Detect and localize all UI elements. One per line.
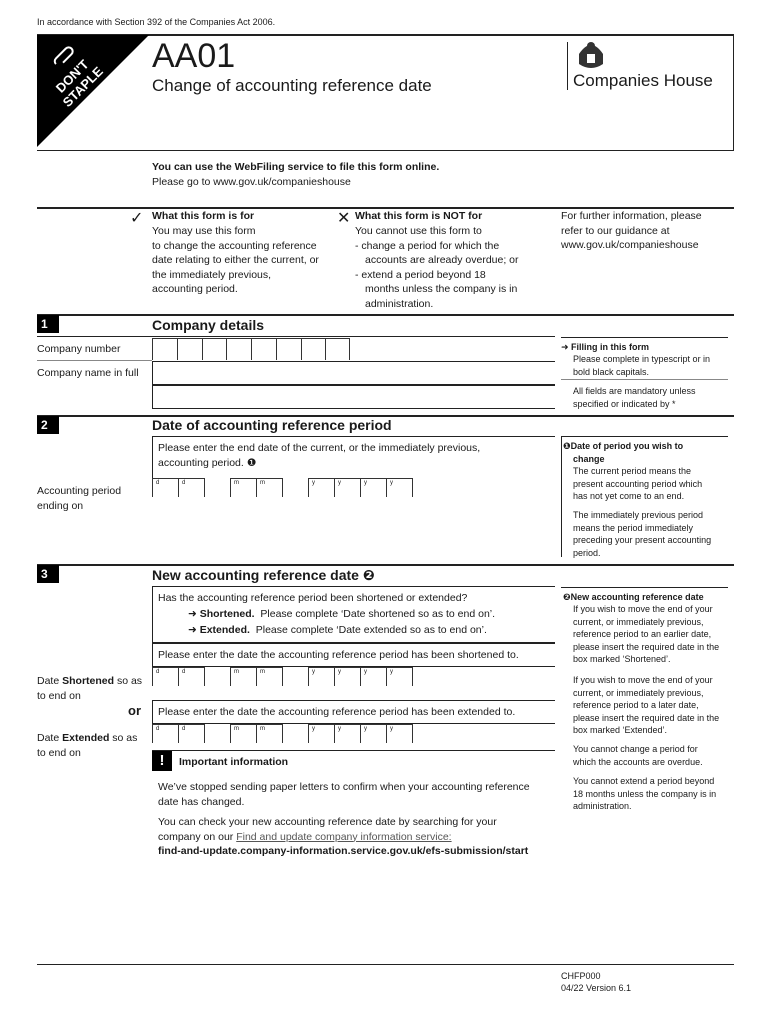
or-separator: or [128,703,141,718]
company-number-underline [37,360,152,361]
find-update-link[interactable]: Find and update company information service: [236,830,452,843]
section1-sub-rule [37,336,555,337]
check-icon: ✓ [130,210,144,227]
arrow-icon: ➜ [188,608,200,620]
date-box-edge [282,478,283,497]
company-number-label: Company number [37,343,121,355]
important-icon: ! [152,751,172,771]
option-extended: ➜ Extended. Please complete ‘Date extended so as to end on’. [188,624,487,636]
date-digit-box[interactable]: y [360,667,386,686]
arrow-icon: ➜ [188,624,200,636]
company-number-digit-box[interactable] [177,338,202,360]
help1-rule [561,337,728,338]
date-digit-box[interactable]: d [152,724,178,743]
help1-title: ➜ Filling in this form [561,342,650,352]
important-p1: We’ve stopped sending paper letters to confirm when your accounting reference date has changed. [158,781,530,808]
help2-left-rule [561,436,562,557]
footer-code: CHFP000 [561,971,601,981]
help2-rule [561,436,728,437]
shortened-instruction: Please enter the date the accounting reference period has been shortened to. [158,649,519,661]
date-digit-box[interactable]: y [386,724,412,743]
important-rule [152,750,555,751]
date-box-edge [204,478,205,497]
date-digit-box[interactable]: d [152,478,178,497]
date-digit-box[interactable]: d [178,667,204,686]
company-name-field-line1[interactable] [152,361,555,385]
help3-p4: You cannot extend a period beyond 18 months unless the company is in administration. [573,776,717,811]
arrow-icon: ➜ [561,342,572,352]
help2-text2: The immediately previous period means the period immediately preceding your present accounting period. [573,510,712,558]
help3-p1: If you wish to move the end of your current, or immediately previous, reference period to an earlier date, please insert the required date in the box marked ‘Shortened’. [573,604,720,664]
date-digit-box[interactable]: y [308,478,334,497]
section2-number: 2 [37,416,59,434]
date-digit-box[interactable]: y [308,667,334,686]
date-box-edge [282,667,283,686]
webfiling-title: You can use the WebFiling service to file this form online. [152,161,440,173]
footer-version: 04/22 Version 6.1 [561,983,632,993]
find-update-url[interactable]: find-and-update.company-information.service.gov.uk/efs-submission/start [158,845,529,857]
company-number-digit-box[interactable] [202,338,227,360]
brand-name: Companies House [573,71,713,90]
date-box-edge [204,724,205,743]
logo-rule [567,42,568,90]
help2-text: The current period means the present accounting period which has not yet come to an end. [573,466,703,501]
section3-rule [37,564,734,566]
company-number-digit-box[interactable] [276,338,301,360]
extended-label: Date Extended so as to end on [37,732,138,759]
shortened-label: Date Shortened so as to end on [37,675,143,702]
section1-title: Company details [152,317,265,333]
date-box-edge [412,667,413,686]
date-box-edge [282,724,283,743]
not-for-text: You cannot use this form to - change a period for which the accounts are already overdue; or - extend a period beyond 18 months unless the company is in administration. [355,225,519,310]
cross-icon: ✕ [337,210,351,227]
important-p2: You can check your new accounting reference date by searching for your company on our Find and update company information service: find-and-update.company-information.service.gov.uk/efs-submission/start [158,816,529,857]
date-digit-box[interactable]: m [256,724,282,743]
company-name-field-line2[interactable] [152,385,555,409]
section3-title: New accounting reference date ❷ [152,567,375,583]
company-number-digit-box[interactable] [325,338,350,360]
header-bottom-rule [37,150,734,151]
date-digit-box[interactable]: y [386,667,412,686]
dont-staple-badge [37,35,149,147]
company-name-label: Company name in full [37,367,139,379]
section3-question: Has the accounting reference period been shortened or extended? [158,592,468,604]
help1-text2: All fields are mandatory unless specified or indicated by * [573,386,696,409]
webfiling-link-text: Please go to www.gov.uk/companieshouse [152,176,351,188]
date-digit-box[interactable]: m [256,478,282,497]
legal-note: In accordance with Section 392 of the Companies Act 2006. [37,17,276,27]
date-digit-box[interactable]: m [230,724,256,743]
further-info: For further information, please refer to our guidance at www.gov.uk/companieshouse [561,210,702,251]
royal-crest-icon [573,40,609,75]
for-title: What this form is for [152,210,255,222]
section2-title: Date of accounting reference period [152,417,392,433]
date-box-edge [204,667,205,686]
date-digit-box[interactable]: y [308,724,334,743]
date-digit-box[interactable]: d [178,478,204,497]
date-box-edge [412,724,413,743]
section2-instruction: Please enter the end date of the current, or the immediately previous, accounting period. ❶ [158,442,481,469]
section1-rule [37,314,734,316]
company-number-digit-box[interactable] [301,338,326,360]
period-ending-label: Accounting period ending on [37,485,122,512]
company-number-digit-box[interactable] [251,338,276,360]
date-digit-box[interactable]: y [360,478,386,497]
company-number-digit-box[interactable] [226,338,251,360]
not-for-title: What this form is NOT for [355,210,483,222]
help3-title: ❷New accounting reference date [563,592,704,602]
help1-divider [561,379,728,380]
for-text: You may use this form to change the accounting reference date relating to either the current, or the immediately previous, accounting period. [152,225,319,295]
date-digit-box[interactable]: m [256,667,282,686]
date-digit-box[interactable]: y [334,724,360,743]
option-shortened: ➜ Shortened. Please complete ‘Date shortened so as to end on’. [188,608,496,620]
number-two-icon: ❷ [563,592,571,602]
date-digit-box[interactable]: m [230,478,256,497]
extended-instruction: Please enter the date the accounting reference period has been extended to. [158,706,516,718]
help3-rule [561,587,728,588]
footer-rule [37,964,734,965]
form-code: AA01 [152,37,236,75]
date-digit-box[interactable]: y [360,724,386,743]
section3-number: 3 [37,565,59,583]
date-digit-box[interactable]: y [334,478,360,497]
date-digit-box[interactable]: m [230,667,256,686]
form-title: Change of accounting reference date [152,76,432,95]
dont-staple-text: DON'T STAPLE [52,56,106,110]
date-digit-box[interactable]: y [386,478,412,497]
help1-text: Please complete in typescript or in bold black capitals. [573,354,711,377]
help3-p2: If you wish to move the end of your current, or immediately previous, reference period to a later date, please insert the required date in the box marked ‘Extended’. [573,675,720,735]
date-digit-box[interactable]: d [152,667,178,686]
important-title: Important information [179,756,289,768]
help3-p3: You cannot change a period for which the accounts are overdue. [573,744,703,767]
help2-title: ❶Date of period you wish to change [563,441,684,464]
section1-number: 1 [37,315,59,333]
company-number-digit-box[interactable] [152,338,177,360]
date-box-edge [412,478,413,497]
header-right-rule [733,34,734,151]
number-one-icon: ❶ [563,441,571,451]
date-digit-box[interactable]: d [178,724,204,743]
date-digit-box[interactable]: y [334,667,360,686]
